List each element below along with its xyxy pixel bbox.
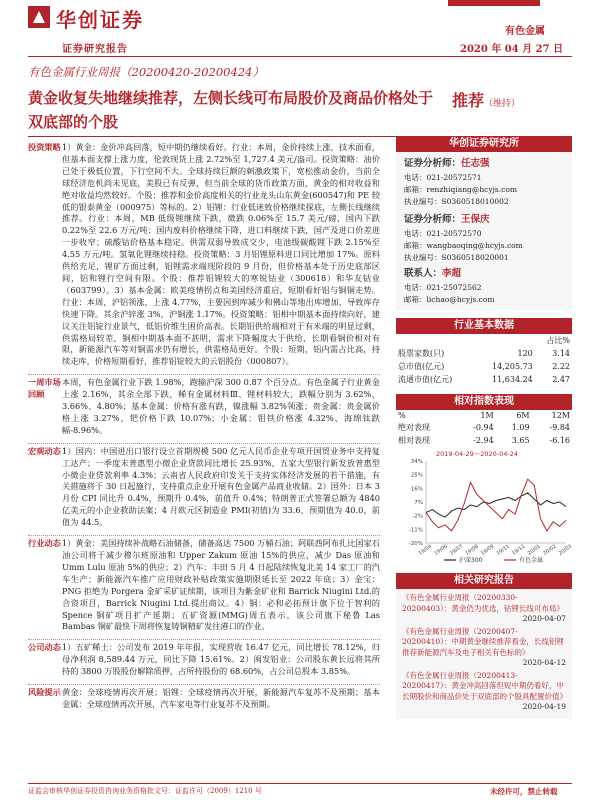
analyst-name: 王保庆 bbox=[461, 214, 490, 225]
section-text: 1）五矿稀土：公司发布 2019 年年报，实现营收 16.47 亿元，同比增长 78.12%，归母净利润 8,589.44 万元，同比下降 15.61%。2）闽发铝业：公司股东黄长远将其所持的 3800 万股股份解除质押，占所持股份的 68.60%，占公司总股本 3.85%。 bbox=[62, 642, 380, 677]
section-text: 1）黄金：美国持续补战略石油储备，储备高达 7500 万桶石油；阿联酋阿布扎比国家石油公司将于减少穆尔班原油和 Upper Zakum 原油 15%的供应，减少 Das 原油和 Umm Lulu 原油 5%的供应；2）汽车：丰田 5 月 4 日起陆续恢复北美 14 家工厂的汽车生产；新能源汽车推广应用财政补贴政策实施期限延长至 2022 年底；3）金宝：PNG 拒绝为 Porgera 金矿采矿证续期，该项目为紫金矿业和 Barrick Niugini Ltd.的合资项目，Barrick Niugini Ltd.提出商议。4）铜：必和必拓预计旗下位于智利的 Spence 铜矿项目扩产延期；五矿资源(MMG)周五表示，该公司旗下秘鲁 Las Bambas 铜矿最快下周将恢复铸铜精矿发往港口的作业。 bbox=[62, 538, 380, 632]
table-cell: 2.22 bbox=[552, 362, 570, 371]
x-tick-label: 19/07 bbox=[448, 543, 465, 557]
section-label: 投资策略 bbox=[28, 142, 61, 152]
related-report-link[interactable]: 《有色金属行业周报（20200413-20200417）：黄金冲高回落但短中期仍看好，中长期股价和商品价处于双底部的个股具配置价值》 bbox=[402, 670, 567, 701]
x-tick-label: 19/06 bbox=[433, 543, 449, 557]
relative-perf-table bbox=[396, 410, 572, 447]
section-text: 黄金：全球疫情再次开展；铝锂：全球疫情再次开展，新能源汽车复苏不及预期；基本金属：全球疫情再次开展，汽车家电等行业复苏不及预期。 bbox=[62, 687, 380, 709]
report-title: 黄金收复失地继续推荐，左侧长线可布局股价及商品价格处于双底部的个股 bbox=[28, 89, 434, 131]
table-header: 12M bbox=[551, 411, 570, 420]
table-header bbox=[475, 334, 535, 347]
table-cell: 3.14 bbox=[552, 349, 570, 358]
main-content bbox=[28, 140, 380, 715]
table-cell: -6.16 bbox=[549, 436, 570, 445]
report-subtitle: 有色金属行业周报（20200420-20200424） bbox=[28, 65, 264, 79]
x-tick-label: 19/09 bbox=[480, 543, 496, 557]
x-tick-label: 19/12 bbox=[511, 543, 527, 557]
table-header: % bbox=[398, 411, 406, 420]
series-line-1 bbox=[426, 479, 566, 531]
table-cell: -9.84 bbox=[549, 423, 570, 432]
analyst-card bbox=[404, 158, 564, 208]
industry-data-table bbox=[396, 334, 572, 386]
contact-name: 李超 bbox=[442, 268, 462, 279]
y-tick-label: -20% bbox=[408, 541, 423, 547]
legend-label: 有色金属 bbox=[519, 557, 544, 564]
contact-card bbox=[404, 268, 564, 306]
section-macro bbox=[28, 444, 380, 533]
section-label: 一周市场回顾 bbox=[28, 377, 61, 400]
header-divider bbox=[28, 56, 572, 57]
brand-name: 华创证券 bbox=[56, 8, 144, 32]
section-text: 1）国内：中国进出口银行设立首期规模 500 亿元人民币企业专项开国贸业务中支持复工达产；一季度末普惠型小微企业贷款同比增长 25.93%，五家大型银行新发放普惠型小微企业贷款利率 4.3%；云南省人民政府印发关于支持实体经济发展的若干措施，有关措施将于 30 日起施行，支持重点企业开展有色金属产品商业收储。2）国外：日本 3 月份 CPI 同比升 0.4%，预期升 0.4%，前值升 0.4%；特朗普正式签署总额为 4840 亿美元的小企业救助法案；4 月欧元区制造业 PMI(初值)为 33.6，预期值为 40.0，前值为 44.5。 bbox=[62, 445, 380, 528]
footer-license: 证监会审核华创证券投资咨询业务资格批文号：证监许可（2009）1210 号 bbox=[28, 787, 262, 795]
analyst-label: 证券分析师： bbox=[404, 158, 462, 169]
x-tick-label: 19/08 bbox=[464, 543, 480, 557]
section-label: 行业动态 bbox=[28, 538, 61, 549]
table-cell: 14,205.73 bbox=[492, 362, 533, 371]
related-report-date: 2020-04-19 bbox=[522, 702, 566, 711]
y-tick-label: -2% bbox=[412, 513, 423, 520]
table-cell: 120 bbox=[517, 349, 533, 358]
y-tick-label: 25% bbox=[410, 472, 423, 479]
x-tick-label: 20/03 bbox=[557, 543, 572, 557]
related-reports bbox=[396, 589, 572, 719]
rating bbox=[452, 88, 520, 111]
relative-perf-chart bbox=[396, 447, 572, 567]
x-tick-label: 19/11 bbox=[495, 543, 511, 557]
table-cell: 绝对表现 bbox=[398, 423, 430, 432]
sidebar bbox=[396, 136, 572, 719]
analyst-cert: 执业编号：S0360518010002 bbox=[404, 197, 509, 206]
table-cell: 股票家数(只) bbox=[398, 349, 445, 358]
rating-label: 推荐 bbox=[452, 91, 485, 110]
x-tick-label: 20/02 bbox=[542, 543, 558, 557]
analyst-cert: 执业编号：S0360518020001 bbox=[404, 253, 509, 262]
table-row bbox=[396, 360, 572, 373]
table-cell: 1.09 bbox=[511, 423, 530, 432]
footer-copyright: 未经许可，禁止转载 bbox=[490, 787, 558, 796]
section-industry bbox=[28, 536, 380, 637]
table-header: 1M bbox=[480, 411, 494, 420]
related-report-date: 2020-04-12 bbox=[522, 658, 566, 667]
x-tick-label: 19/04 bbox=[417, 543, 434, 557]
table-cell: 相对表现 bbox=[398, 436, 430, 445]
legend-label: 沪深300 bbox=[459, 557, 483, 564]
relative-perf-bar: 相对指数表现 bbox=[396, 394, 572, 410]
analyst-label: 证券分析师： bbox=[404, 214, 462, 225]
table-cell: 3.65 bbox=[511, 436, 530, 445]
related-report-link[interactable]: 《有色金属行业周报（20200330-20200403）：黄金仍为优选，钴锂长线可布局》 bbox=[402, 593, 564, 613]
x-tick-label: 20/01 bbox=[526, 543, 542, 557]
section-investment-strategy bbox=[28, 140, 380, 372]
table-header-row bbox=[396, 410, 572, 421]
header-industry: 有色金属 bbox=[505, 26, 545, 37]
table-cell: -2.94 bbox=[473, 436, 494, 445]
analyst-box bbox=[396, 152, 572, 310]
table-header: 6M bbox=[516, 411, 530, 420]
table-row bbox=[396, 373, 572, 386]
section-label: 宏观动态 bbox=[28, 445, 61, 456]
table-row bbox=[396, 434, 572, 447]
section-market-review bbox=[28, 375, 380, 441]
industry-data-bar: 行业基本数据 bbox=[396, 318, 572, 334]
analyst-phone: 电话：021-20572570 bbox=[404, 229, 482, 238]
table-cell: 流通市值(亿元) bbox=[398, 375, 453, 384]
analyst-email[interactable]: 邮箱：renzhiqiang@hcyjs.com bbox=[404, 185, 517, 194]
rating-sub: （维持） bbox=[484, 99, 521, 109]
table-row bbox=[396, 421, 572, 434]
contact-phone: 电话：021-25072562 bbox=[404, 283, 482, 292]
chart-svg bbox=[396, 447, 572, 567]
brand-logo-icon bbox=[28, 6, 50, 28]
table-header: 占比% bbox=[546, 336, 570, 345]
table-row bbox=[396, 347, 572, 360]
y-tick-label: 16% bbox=[410, 486, 423, 493]
table-cell: -0.94 bbox=[473, 423, 494, 432]
section-label: 公司动态 bbox=[28, 642, 61, 653]
footer-divider bbox=[28, 783, 572, 784]
section-company bbox=[28, 640, 380, 682]
section-label: 风险提示 bbox=[28, 687, 61, 698]
header-tab-decoration bbox=[448, 0, 540, 6]
y-tick-label: 7% bbox=[414, 500, 423, 506]
section-text: 1）黄金：金价冲高回落，短中期仍继续看好。行业：本周，金价持续上涨，技术面看，但基本面支撑上涨力度，伦敦现货上涨 2.72%至 1,727.4 美元/盎司。投资策略：油价已处于极低位置，下行空间不大。全球持续巨额的刺激政策下，宽松推动金价，当前全球经济危机尚未见底，美股已有反弹，但当前全球的货币政策方面，黄金的相对收益和绝对收益均然较好。个股：推荐和金价高度相关的行业龙头山东黄金(600547)和 PE 较低的银泰黄金（000975）等标的。2）铝锂：行业低迷致价格继续探底，左侧长线继续推荐。行业：本周，MB 低级锂继续下跌，微跌 0.06%至 15.7 美元/磅，国内下跌 0.22%至 22.6 万元/吨；国内废料价格继续下降，进口料继续下跌，国产及进口价差进一步收窄；硫酸钴价格基本稳定。供需双弱导致成交少，电池级碳酸锂下跌 2.15%至 4.55 万元/吨。氢氧化锂继续持稳。投资策略：3 月铝锂原料进口同比增加 17%。原料供给充足，锂矿方面过剩，铝锂需求端现阶段的 9 月份，但价格基本处于历史底部区间，铝和锂行空间有限。个股：推荐铝锂较大的寒锐钴业（300618）和华友钴业（603799）。3）基本金属：欧美疫情拐点和美国经济重启，短期看好铝与铜铜走势。行业：本周，沪铝领涨，上涨 4.77%，主要因到库减少和佛山等地出库增加，导致库存快速下降。其余沪锌涨 3%，沪铜涨 1.17%。投资策略：铝相中期基本面持续向好，建议关注铝锭行业景气，低铝价维生困价高表。长期铝供给端相对于有米端的明显过剩，供需格局较差，铜相中期基本面不甚明，需求下降幅度大于供给，长期看铜价相对有限，新能源汽车等对铜需求仍有增长，供需格局更好。个股：短期，铝内需占比高，持续走库，价格短期看好，推荐铝锭较大的云铝股份（000807）。 bbox=[62, 142, 380, 367]
analyst-email[interactable]: 邮箱：wangbaoqing@hcyjs.com bbox=[404, 241, 523, 250]
contact-label: 联系人： bbox=[404, 268, 443, 279]
report-type: 证券研究报告 bbox=[62, 44, 128, 55]
related-report-link[interactable]: 《有色金属行业周报（20200407-20200410）：中期黄金继续推荐看金，长线铝锂推荐新能源汽车及电子相关有色标的》 bbox=[402, 626, 564, 657]
analyst-phone: 电话：021-20572571 bbox=[404, 173, 482, 182]
section-text: 本周，有色金属行业下跌 1.98%，跑输沪深 300 0.87 个百分点。有色金属子行业黄金上涨 2.16%，其余全部下跌，稀有金属材料Ⅲ、锂材料较大，跌幅分别为 3.62%、3.66%、4.80%；基本金属：价格有涨有跌，镍涨幅 3.82%领涨；贵金属：贵金属价格上涨 3.27%，钯价格下跌 10.07%；小金属：钼铁价格涨 4.32%、海绵钛跌幅-8.96%。 bbox=[62, 377, 380, 435]
section-risk bbox=[28, 685, 380, 715]
contact-email[interactable]: 邮箱：lichao@hcyjs.com bbox=[404, 295, 495, 304]
table-cell: 2.47 bbox=[552, 375, 570, 384]
table-header bbox=[396, 334, 475, 347]
table-cell: 11,634.24 bbox=[492, 375, 533, 384]
table-cell: 总市值(亿元) bbox=[398, 362, 445, 371]
institute-bar: 华创证券研究所 bbox=[396, 136, 572, 152]
series-line-0 bbox=[426, 493, 566, 517]
y-tick-label: 34% bbox=[410, 459, 423, 465]
analyst-name: 任志强 bbox=[461, 158, 490, 169]
report-date: 2020 年 04 月 27 日 bbox=[460, 44, 564, 55]
related-report-date: 2020-04-07 bbox=[522, 614, 566, 623]
y-tick-label: -11% bbox=[408, 527, 423, 534]
analyst-card bbox=[404, 214, 564, 264]
table-header-row bbox=[396, 334, 572, 347]
related-reports-bar: 相关研究报告 bbox=[396, 573, 572, 589]
chart-title: 2019-04-29～2020-04-24 bbox=[436, 450, 519, 458]
